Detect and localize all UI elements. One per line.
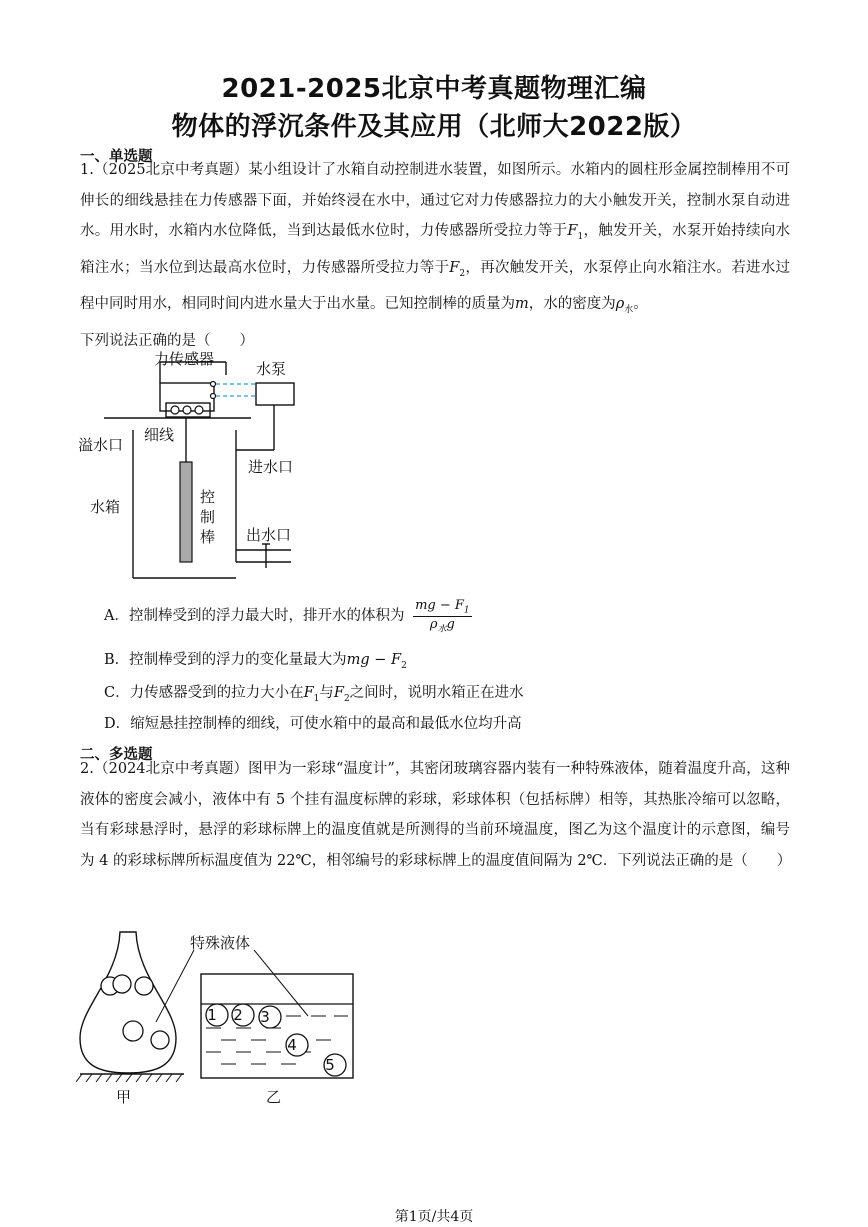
thread-label: 细线: [144, 426, 175, 444]
pump-label: 水泵: [256, 360, 287, 378]
option-d: D．缩短悬挂控制棒的细线，可使水箱中的最高和最低水位均升高: [104, 716, 522, 732]
question-source: （2024北京中考真题）: [93, 761, 249, 777]
sensor-label: 力传感器: [154, 350, 215, 368]
question-2-stem: 2.（2024北京中考真题）图甲为一彩球“温度计”，其密闭玻璃容器内装有一种特殊液体，随着温度升高，这种液体的密度会减小，液体中有 5 个挂有温度标牌的彩球，彩球体积（包括标牌）相等，其热胀冷缩可以忽略，当有彩球悬浮时，悬浮的彩球标牌上的温度值就是所测得的当前环境温度，图乙为这个温度计的示意图，编号为 4 的彩球标牌所标温度值为 22℃，相邻编号的彩球标牌上的温度值间隔为 2℃．下列说法正确的是（ ）: [80, 761, 792, 869]
page-footer: 第1页/共4页: [394, 1209, 474, 1225]
section-heading-single-choice: 一、单选题: [80, 149, 153, 165]
fraction: $\frac{mg - F_1}{\rho_水g}$: [415, 598, 470, 635]
ball-3-label: 3: [260, 1008, 270, 1026]
outlet-label: 出水口: [246, 526, 292, 544]
document-title-line2: 物体的浮沉条件及其应用（北师大2022版）: [171, 112, 697, 142]
rod-label-1: 控: [200, 488, 216, 506]
question-number: 1.: [80, 162, 94, 178]
ball-2-label: 2: [233, 1006, 243, 1024]
section-heading-multi-choice: 二、多选题: [80, 747, 153, 763]
option-c: C．力传感器受到的拉力大小在$F_1$与$F_2$之间时，说明水箱正在进水: [104, 685, 524, 704]
thermometer-figure: [76, 928, 366, 1108]
ball-1-label: 1: [207, 1006, 217, 1024]
rod-label-3: 棒: [200, 528, 216, 546]
liquid-label: 特殊液体: [190, 934, 251, 952]
question-1-stem: 1.（2025北京中考真题）某小组设计了水箱自动控制进水装置，如图所示。水箱内的圆柱形金属控制棒用不可伸长的细线悬挂在力传感器下面，并始终浸在水中，通过它对力传感器拉力的大小触发开关，控制水泵自动进水。用水时，水箱内水位降低，当到达最低水位时，力传感器所受拉力等于$F_1$，触发开关，水泵开始持续向水箱注水；当水位到达最高水位时，力传感器所受拉力等于$F_2$，再次触发开关，水泵停止向水箱注水。若进水过程中同时用水，相同时间内进水量大于出水量。已知控制棒的质量为m，水的密度为$\rho_水$。 下列说法正确的是（ ）: [80, 162, 791, 349]
inlet-label: 进水口: [248, 458, 294, 476]
question-source: （2025北京中考真题）: [93, 162, 249, 178]
option-b: B．控制棒受到的浮力的变化量最大为mg − $F_2$: [104, 652, 407, 671]
figure-jia-label: 甲: [116, 1088, 132, 1106]
figure-yi-label: 乙: [266, 1088, 282, 1106]
overflow-label: 溢水口: [78, 436, 124, 454]
tank-label: 水箱: [90, 498, 121, 516]
option-a: A．控制棒受到的浮力最大时，排开水的体积为 $\frac{mg - F_1}{\rho_水g}$: [104, 598, 470, 635]
ball-4-label: 4: [287, 1036, 297, 1054]
ball-5-label: 5: [325, 1056, 335, 1074]
rod-label-2: 制: [200, 508, 216, 526]
question-number: 2.: [80, 761, 94, 777]
water-tank-figure: [76, 350, 336, 585]
document-title-line1: 2021-2025北京中考真题物理汇编: [221, 74, 647, 104]
